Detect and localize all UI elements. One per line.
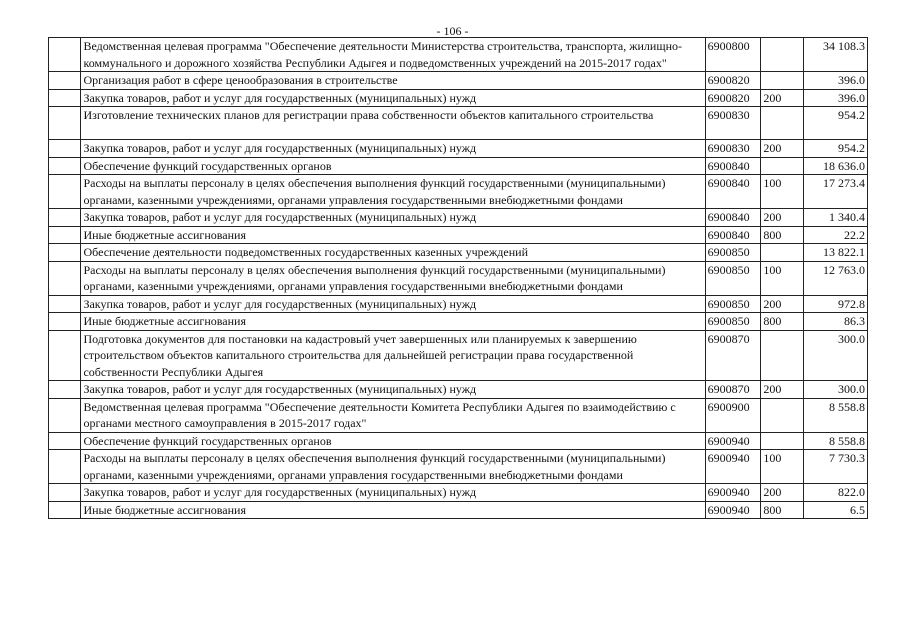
table-row [49,107,868,140]
target-code-cell: 6900900 [705,398,761,432]
blank-cell [49,432,81,450]
item-name-cell: Обеспечение функций государственных органов [81,157,705,175]
target-code-cell: 6900940 [705,484,761,502]
table-row [49,261,868,295]
table-row [49,330,868,381]
blank-cell [49,398,81,432]
table-row [49,209,868,227]
item-name-cell: Закупка товаров, работ и услуг для государственных (муниципальных) нужд [81,140,705,158]
target-code-cell: 6900840 [705,226,761,244]
amount-cell: 396.0 [804,72,868,90]
blank-cell [49,313,81,331]
amount-cell: 954.2 [804,140,868,158]
item-name-cell: Закупка товаров, работ и услуг для государственных (муниципальных) нужд [81,89,705,107]
blank-cell [49,450,81,484]
item-name-cell: Обеспечение деятельности подведомственных государственных казенных учреждений [81,244,705,262]
amount-cell: 300.0 [804,330,868,381]
table-row [49,72,868,90]
item-name-cell: Расходы на выплаты персоналу в целях обеспечения выполнения функций государственными (муниципальными) органами, казенными учреждениями, органами управления государственными внебюджетными фондами [81,175,705,209]
blank-cell [49,140,81,158]
blank-cell [49,295,81,313]
amount-cell: 972.8 [804,295,868,313]
item-name-cell: Расходы на выплаты персоналу в целях обеспечения выполнения функций государственными (муниципальными) органами, казенными учреждениями, органами управления государственными внебюджетными фондами [81,261,705,295]
item-name-cell: Иные бюджетные ассигнования [81,501,705,519]
item-name-cell: Закупка товаров, работ и услуг для государственных (муниципальных) нужд [81,295,705,313]
target-code-cell: 6900940 [705,450,761,484]
table-row [49,157,868,175]
table-row [49,175,868,209]
blank-cell [49,38,81,72]
table-row [49,38,868,72]
amount-cell: 17 273.4 [804,175,868,209]
blank-cell [49,381,81,399]
expense-type-cell [761,398,804,432]
blank-cell [49,261,81,295]
amount-cell: 1 340.4 [804,209,868,227]
target-code-cell: 6900800 [705,38,761,72]
table-body [49,38,868,519]
expense-type-cell: 800 [761,313,804,331]
expense-type-cell: 800 [761,501,804,519]
blank-cell [49,244,81,262]
page-number: - 106 - [436,24,469,38]
amount-cell: 300.0 [804,381,868,399]
amount-cell: 13 822.1 [804,244,868,262]
item-name-cell: Закупка товаров, работ и услуг для государственных (муниципальных) нужд [81,381,705,399]
amount-cell: 6.5 [804,501,868,519]
blank-cell [49,330,81,381]
target-code-cell: 6900870 [705,381,761,399]
target-code-cell: 6900870 [705,330,761,381]
item-name-cell: Изготовление технических планов для регистрации права собственности объектов капитального строительства [81,107,705,140]
expense-type-cell: 200 [761,484,804,502]
expense-type-cell: 200 [761,89,804,107]
expense-type-cell [761,330,804,381]
amount-cell: 8 558.8 [804,432,868,450]
expense-type-cell: 200 [761,295,804,313]
expense-type-cell: 200 [761,381,804,399]
target-code-cell: 6900840 [705,175,761,209]
amount-cell: 86.3 [804,313,868,331]
table-row [49,381,868,399]
target-code-cell: 6900850 [705,261,761,295]
expense-type-cell: 100 [761,450,804,484]
table-row [49,89,868,107]
expense-type-cell: 100 [761,175,804,209]
target-code-cell: 6900830 [705,107,761,140]
item-name-cell: Закупка товаров, работ и услуг для государственных (муниципальных) нужд [81,209,705,227]
expense-type-cell: 800 [761,226,804,244]
table-row [49,432,868,450]
expense-type-cell: 200 [761,209,804,227]
table-row [49,450,868,484]
expense-type-cell [761,432,804,450]
item-name-cell: Организация работ в сфере ценообразования в строительстве [81,72,705,90]
amount-cell: 822.0 [804,484,868,502]
blank-cell [49,157,81,175]
blank-cell [49,89,81,107]
target-code-cell: 6900820 [705,89,761,107]
table-row [49,244,868,262]
item-name-cell: Иные бюджетные ассигнования [81,313,705,331]
expense-type-cell [761,244,804,262]
amount-cell: 8 558.8 [804,398,868,432]
expense-type-cell [761,38,804,72]
expense-type-cell: 200 [761,140,804,158]
item-name-cell: Ведомственная целевая программа "Обеспечение деятельности Комитета Республики Адыгея по взаимодействию с органами местного самоуправления в 2015-2017 годах" [81,398,705,432]
target-code-cell: 6900940 [705,501,761,519]
target-code-cell: 6900940 [705,432,761,450]
expense-type-cell [761,72,804,90]
amount-cell: 18 636.0 [804,157,868,175]
blank-cell [49,209,81,227]
table-row [49,295,868,313]
target-code-cell: 6900840 [705,209,761,227]
amount-cell: 34 108.3 [804,38,868,72]
target-code-cell: 6900840 [705,157,761,175]
blank-cell [49,175,81,209]
item-name-cell: Иные бюджетные ассигнования [81,226,705,244]
expense-type-cell [761,157,804,175]
amount-cell: 22.2 [804,226,868,244]
amount-cell: 7 730.3 [804,450,868,484]
target-code-cell: 6900850 [705,244,761,262]
item-name-cell: Расходы на выплаты персоналу в целях обеспечения выполнения функций государственными (муниципальными) органами, казенными учреждениями, органами управления государственными внебюджетными фондами [81,450,705,484]
blank-cell [49,226,81,244]
budget-table [48,37,868,519]
target-code-cell: 6900850 [705,313,761,331]
target-code-cell: 6900820 [705,72,761,90]
item-name-cell: Закупка товаров, работ и услуг для государственных (муниципальных) нужд [81,484,705,502]
table-row [49,398,868,432]
item-name-cell: Ведомственная целевая программа "Обеспечение деятельности Министерства строительства, транспорта, жилищно-коммунального и дорожного хозяйства Республики Адыгея и подведомственных учреждений на 2015-2017 годах" [81,38,705,72]
item-name-cell: Подготовка документов для постановки на кадастровый учет завершенных или планируемых к завершению строительством объектов капитального строительства для дальнейшей регистрации права государственной собственности Республики Адыгея [81,330,705,381]
table-row [49,226,868,244]
blank-cell [49,72,81,90]
target-code-cell: 6900850 [705,295,761,313]
blank-cell [49,501,81,519]
amount-cell: 954.2 [804,107,868,140]
amount-cell: 12 763.0 [804,261,868,295]
table-row [49,140,868,158]
amount-cell: 396.0 [804,89,868,107]
table-row [49,501,868,519]
blank-cell [49,484,81,502]
table-row [49,484,868,502]
table-row [49,313,868,331]
expense-type-cell [761,107,804,140]
item-name-cell: Обеспечение функций государственных органов [81,432,705,450]
blank-cell [49,107,81,140]
expense-type-cell: 100 [761,261,804,295]
target-code-cell: 6900830 [705,140,761,158]
